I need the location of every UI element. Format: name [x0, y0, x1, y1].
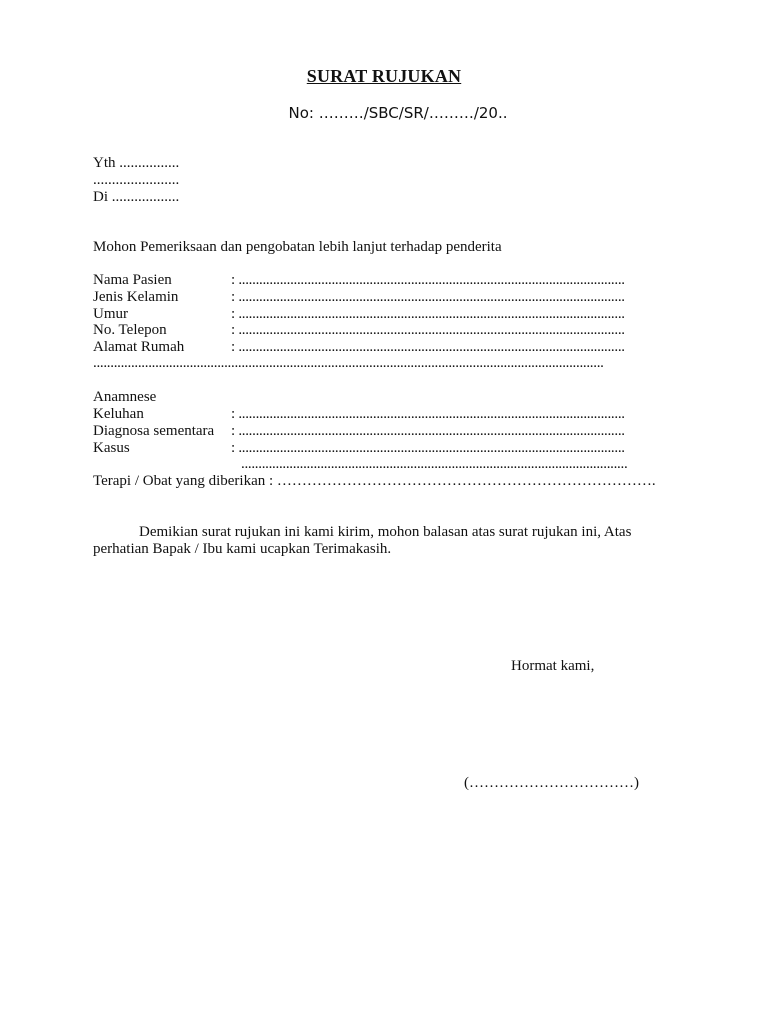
- field-value-diagnosa-sementara: : ................................................................................................................: [231, 423, 625, 439]
- field-value-no-telepon: : ................................................................................................................: [231, 322, 625, 338]
- field-label-alamat-rumah: Alamat Rumah: [93, 339, 185, 355]
- field-value-nama-pasien: : ................................................................................................................: [231, 272, 625, 288]
- field-label-umur: Umur: [93, 306, 128, 322]
- recipient-line-3: Di ..................: [93, 189, 180, 205]
- closing-paragraph-line-1: Demikian surat rujukan ini kami kirim, mohon balasan atas surat rujukan ini, Atas: [139, 524, 632, 540]
- field-value-kasus: : ................................................................................................................: [231, 440, 625, 456]
- recipient-line-2: .......................: [93, 172, 180, 188]
- field-value-alamat-rumah: : ................................................................................................................: [231, 339, 625, 355]
- letter-title: SURAT RUJUKAN: [306, 66, 462, 86]
- closing-paragraph-line-2: perhatian Bapak / Ibu kami ucapkan Terimakasih.: [93, 541, 392, 557]
- field-label-jenis-kelamin: Jenis Kelamin: [93, 289, 179, 305]
- field-label-diagnosa-sementara: Diagnosa sementara: [93, 423, 215, 439]
- field-value-keluhan: : ................................................................................................................: [231, 406, 625, 422]
- signature-placeholder: (……………………………): [464, 775, 639, 791]
- intro-text: Mohon Pemeriksaan dan pengobatan lebih lanjut terhadap penderita: [93, 239, 502, 255]
- address-continuation-line: ....................................................................................................................................................: [93, 355, 604, 371]
- therapy-line: Terapi / Obat yang diberikan : ………………………………………………………………….: [93, 473, 656, 489]
- anamnese-heading: Anamnese: [93, 389, 157, 405]
- kasus-continuation-line: ................................................................................................................: [241, 456, 628, 472]
- closing-greeting: Hormat kami,: [511, 658, 595, 674]
- closing-paragraph: [93, 524, 683, 558]
- recipient-line-1: Yth ................: [93, 155, 180, 171]
- field-label-no-telepon: No. Telepon: [93, 322, 167, 338]
- field-label-nama-pasien: Nama Pasien: [93, 272, 172, 288]
- field-value-umur: : ................................................................................................................: [231, 306, 625, 322]
- field-label-kasus: Kasus: [93, 440, 130, 456]
- field-label-keluhan: Keluhan: [93, 406, 144, 422]
- letter-number: No: ………/SBC/SR/………/20..: [288, 104, 508, 122]
- field-value-jenis-kelamin: : ................................................................................................................: [231, 289, 625, 305]
